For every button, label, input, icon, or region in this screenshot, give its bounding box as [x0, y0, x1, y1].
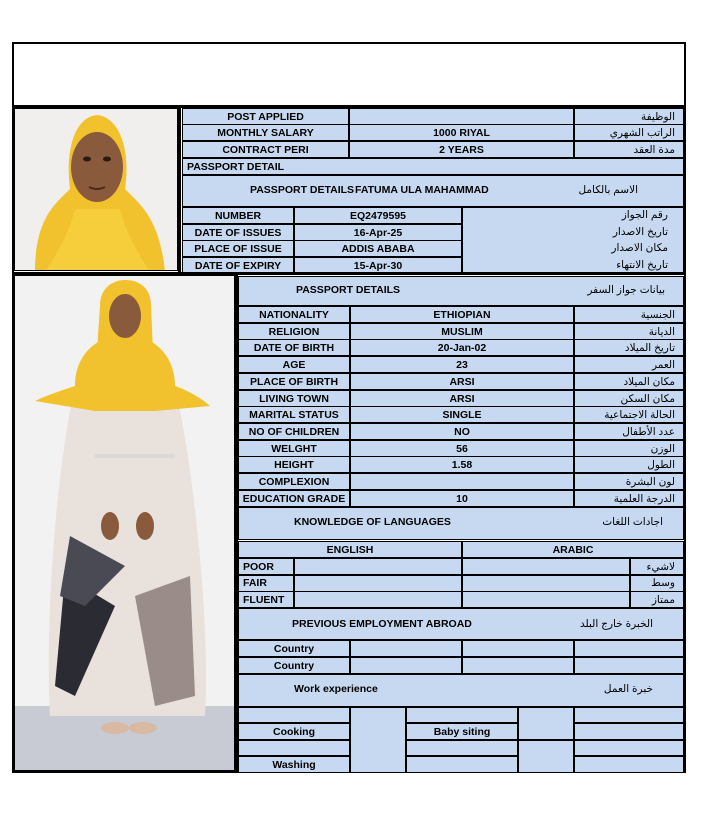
personal-row-ar: مكان السكن — [574, 390, 684, 407]
experience-blank-1 — [238, 707, 350, 723]
personal-row-value — [350, 473, 574, 490]
post-applied-ar: الوظيفة — [574, 108, 684, 125]
experience-washing: Washing — [238, 756, 350, 773]
passport-row-ar: تاريخ الانتهاء — [616, 259, 668, 271]
personal-row-label: PLACE OF BIRTH — [238, 373, 350, 390]
experience-cooking: Cooking — [238, 723, 350, 740]
personal-row-ar: الدرجة العلمية — [574, 490, 684, 507]
monthly-salary-ar: الراتب الشهري — [574, 124, 684, 141]
personal-row-value: 1.58 — [350, 456, 574, 473]
personal-header-ar: بيانات جواز السفر — [587, 284, 665, 296]
language-english-cell — [294, 575, 462, 592]
language-arabic-cell — [462, 575, 630, 592]
experience-blank-6 — [406, 740, 518, 756]
personal-row-value: 20-Jan-02 — [350, 339, 574, 356]
employment-header-ar: الخبرة خارج البلد — [579, 618, 653, 630]
employment-cell — [350, 640, 462, 657]
portrait-image — [15, 109, 178, 271]
personal-row-label: LIVING TOWN — [238, 390, 350, 407]
personal-row-ar: لون البشرة — [574, 473, 684, 490]
language-arabic-cell — [462, 558, 630, 575]
experience-check-col-1 — [350, 707, 406, 773]
post-applied-label: POST APPLIED — [182, 108, 349, 125]
personal-row-label: NO OF CHILDREN — [238, 423, 350, 440]
experience-blank-5 — [238, 740, 350, 756]
personal-row-value: 56 — [350, 440, 574, 457]
experience-header: Work experience — [294, 683, 378, 695]
monthly-salary-label: MONTHLY SALARY — [182, 124, 349, 141]
passport-row-value: EQ2479595 — [294, 207, 462, 224]
language-level-label: FAIR — [238, 575, 294, 592]
personal-row-label: HEIGHT — [238, 456, 350, 473]
employment-header: PREVIOUS EMPLOYMENT ABROAD — [292, 618, 472, 630]
passport-row-ar: رقم الجواز — [621, 209, 668, 221]
personal-row-value: ARSI — [350, 390, 574, 407]
experience-blank-8 — [406, 756, 518, 773]
employment-cell — [350, 657, 462, 674]
monthly-salary-value: 1000 RIYAL — [349, 124, 574, 141]
personal-row-value: ARSI — [350, 373, 574, 390]
language-level-ar: ممتاز — [630, 591, 684, 608]
employment-cell — [574, 657, 684, 674]
passport-row-value: 15-Apr-30 — [294, 257, 462, 274]
contract-period-value: 2 YEARS — [349, 141, 574, 158]
experience-header-ar: خبرة العمل — [603, 683, 653, 695]
passport-row-label: NUMBER — [182, 207, 294, 224]
employment-cell — [462, 640, 574, 657]
full-name-value: FATUMA ULA MAHAMMAD — [355, 184, 489, 196]
personal-row-ar: الجنسية — [574, 306, 684, 323]
language-level-label: FLUENT — [238, 591, 294, 608]
personal-row-label: NATIONALITY — [238, 306, 350, 323]
personal-row-value: NO — [350, 423, 574, 440]
personal-row-ar: الديانة — [574, 323, 684, 340]
personal-row-ar: الحالة الاجتماعية — [574, 406, 684, 423]
experience-blank-4 — [574, 723, 684, 740]
personal-row-ar: الوزن — [574, 440, 684, 457]
personal-row-value: 10 — [350, 490, 574, 507]
passport-details-label: PASSPORT DETAILS — [250, 184, 355, 196]
personal-row-ar: تاريخ الميلاد — [574, 339, 684, 356]
passport-row-value: ADDIS ABABA — [294, 240, 462, 257]
experience-blank-3 — [574, 707, 684, 723]
personal-row-ar: الطول — [574, 456, 684, 473]
experience-check-col-3 — [518, 740, 574, 773]
col-arabic: ARABIC — [462, 541, 684, 558]
languages-header-ar: اجادات اللغات — [602, 516, 663, 528]
personal-row-ar: العمر — [574, 356, 684, 373]
full-body-photo — [14, 275, 235, 771]
language-level-ar: لاشيء — [630, 558, 684, 575]
language-arabic-cell — [462, 591, 630, 608]
languages-header: KNOWLEDGE OF LANGUAGES — [294, 516, 451, 528]
personal-row-label: COMPLEXION — [238, 473, 350, 490]
personal-row-ar: عدد الأطفال — [574, 423, 684, 440]
experience-blank-9 — [574, 756, 684, 773]
passport-row-ar: تاريخ الاصدار — [612, 226, 668, 238]
employment-cell — [462, 657, 574, 674]
personal-row-label: WELGHT — [238, 440, 350, 457]
experience-check-col-2 — [518, 707, 574, 740]
personal-row-label: DATE OF BIRTH — [238, 339, 350, 356]
body-photo-divider — [235, 272, 238, 773]
experience-blank-7 — [574, 740, 684, 756]
full-name-ar: الاسم بالكامل — [578, 184, 638, 196]
passport-row-value: 16-Apr-25 — [294, 224, 462, 241]
passport-row-ar: مكان الاصدار — [611, 242, 668, 254]
personal-row-value: ETHIOPIAN — [350, 306, 574, 323]
col-english: ENGLISH — [238, 541, 462, 558]
photo-divider — [178, 105, 181, 273]
experience-baby-siting: Baby siting — [406, 723, 518, 740]
passport-row-label: DATE OF EXPIRY — [182, 257, 294, 274]
personal-row-value: MUSLIM — [350, 323, 574, 340]
language-level-ar: وسط — [630, 575, 684, 592]
contract-period-ar: مدة العقد — [574, 141, 684, 158]
language-english-cell — [294, 558, 462, 575]
photo-row-divider — [12, 272, 686, 275]
personal-row-ar: مكان الميلاد — [574, 373, 684, 390]
language-level-label: POOR — [238, 558, 294, 575]
employment-country-label: Country — [238, 657, 350, 674]
portrait-photo — [14, 108, 178, 271]
full-body-image — [15, 276, 235, 771]
personal-row-label: RELIGION — [238, 323, 350, 340]
personal-row-value: SINGLE — [350, 406, 574, 423]
personal-header: PASSPORT DETAILS — [296, 284, 401, 296]
personal-row-label: EDUCATION GRADE — [238, 490, 350, 507]
employment-country-label: Country — [238, 640, 350, 657]
personal-row-label: MARITAL STATUS — [238, 406, 350, 423]
language-english-cell — [294, 591, 462, 608]
contract-period-label: CONTRACT PERI — [182, 141, 349, 158]
experience-blank-2 — [406, 707, 518, 723]
passport-row-label: PLACE OF ISSUE — [182, 240, 294, 257]
passport-row-label: DATE OF ISSUES — [182, 224, 294, 241]
personal-row-label: AGE — [238, 356, 350, 373]
post-applied-value — [349, 108, 574, 125]
employment-cell — [574, 640, 684, 657]
passport-section-label: PASSPORT DETAIL — [182, 158, 684, 175]
personal-row-value: 23 — [350, 356, 574, 373]
